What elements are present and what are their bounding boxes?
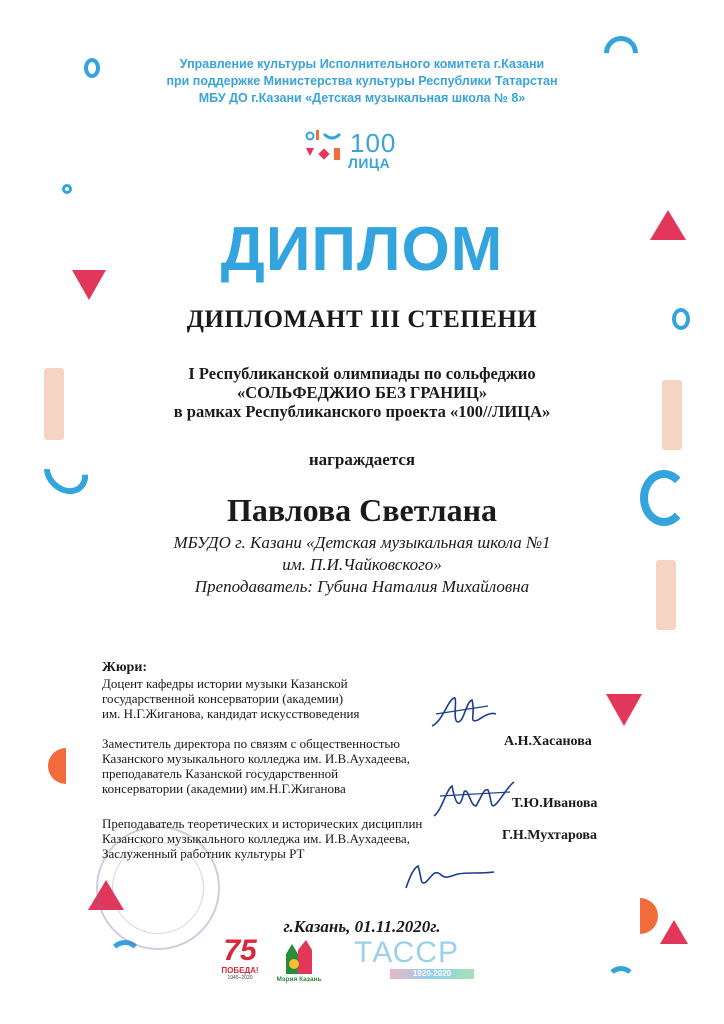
- tassr-100-logo: [354, 936, 484, 984]
- jury-member-name: А.Н.Хасанова: [504, 734, 592, 749]
- kazan-mayor-caption: Мэрия Казань: [276, 976, 322, 983]
- deco-halfcircle-orange: [48, 748, 66, 784]
- signature-ivanova: [430, 776, 516, 826]
- olympiad-description: [0, 364, 724, 421]
- diploma-degree: ДИПЛОМАНТ III СТЕПЕНИ: [186, 306, 538, 333]
- victory-75-logo: [218, 936, 262, 986]
- position-line: им. Н.Г.Жиганова, кандидат искусствоведения: [102, 706, 360, 721]
- jury-member-name: Т.Ю.Иванова: [512, 796, 598, 811]
- position-line: Преподаватель теоретических и исторических дисциплин: [102, 816, 423, 831]
- kazan-emblem-icon: [272, 938, 326, 976]
- tassr-text: ТАССР: [354, 936, 460, 969]
- teacher-line: Преподаватель: Губина Наталия Михайловна: [194, 577, 530, 596]
- signature-khasanova: [428, 692, 498, 734]
- olympiad-line: «СОЛЬФЕДЖИО БЕЗ ГРАНИЦ»: [236, 383, 488, 402]
- project-logo-icon: [302, 124, 352, 174]
- jury-member: [102, 736, 642, 816]
- position-line: преподаватель Казанской государственной: [102, 766, 339, 781]
- olympiad-line: в рамках Республиканского проекта «100//ЛИЦА»: [173, 402, 551, 421]
- deco-ring-blue: [62, 184, 72, 194]
- jury-member-position: [102, 676, 642, 721]
- victory-years: 1945–2020: [227, 975, 253, 981]
- signature-mukhtarova: [402, 858, 498, 894]
- position-line: Казанского музыкального колледжа им. И.В.Аухадеева,: [102, 751, 410, 766]
- deco-ring-blue: [597, 29, 645, 77]
- position-line: государственной консерватории (академии): [102, 691, 344, 706]
- jury-title: Жюри:: [102, 660, 148, 675]
- awarded-label: награждается: [308, 450, 416, 469]
- jury-section: [102, 660, 642, 866]
- organizer-line: МБУ ДО г.Казани «Детская музыкальная школа № 8»: [198, 91, 526, 105]
- logo-word: ЛИЦА: [348, 155, 391, 171]
- position-line: Заместитель директора по связям с общественностью: [102, 736, 401, 751]
- position-line: консерватории (академии) им.Н.Г.Жиганова: [102, 781, 346, 796]
- diploma-title: ДИПЛОМ: [220, 215, 504, 284]
- jury-member-position: [102, 736, 642, 796]
- victory-number: 75: [223, 934, 257, 967]
- position-line: Казанского музыкального колледжа им. И.В.Аухадеева,: [102, 831, 410, 846]
- city-date: г.Казань, 01.11.2020г.: [283, 917, 441, 936]
- school-line: МБУДО г. Казани «Детская музыкальная школа №1: [173, 533, 551, 552]
- organizer-line: Управление культуры Исполнительного комитета г.Казани: [179, 57, 545, 71]
- jury-member-name: Г.Н.Мухтарова: [502, 828, 597, 843]
- olympiad-line: I Республиканской олимпиады по сольфеджио: [188, 364, 536, 383]
- deco-ring-blue: [84, 58, 100, 78]
- position-line: Доцент кафедры истории музыки Казанской: [102, 676, 348, 691]
- deco-arc-blue: [606, 966, 636, 996]
- organizer-line: при поддержке Министерства культуры Республики Татарстан: [166, 74, 558, 88]
- recipient-name: Павлова Светлана: [226, 492, 498, 528]
- victory-word: ПОБЕДА!: [221, 966, 259, 975]
- tassr-years: 1920-2020: [390, 969, 474, 979]
- school-line: им. П.И.Чайковского»: [282, 555, 442, 574]
- jury-member: [102, 816, 642, 866]
- kazan-mayor-logo: [272, 938, 326, 986]
- project-logo: [302, 124, 412, 174]
- organizer-header: [120, 56, 604, 107]
- school-info: [0, 532, 724, 598]
- logo-number: 100: [350, 128, 397, 158]
- position-line: Заслуженный работник культуры РТ: [102, 846, 305, 861]
